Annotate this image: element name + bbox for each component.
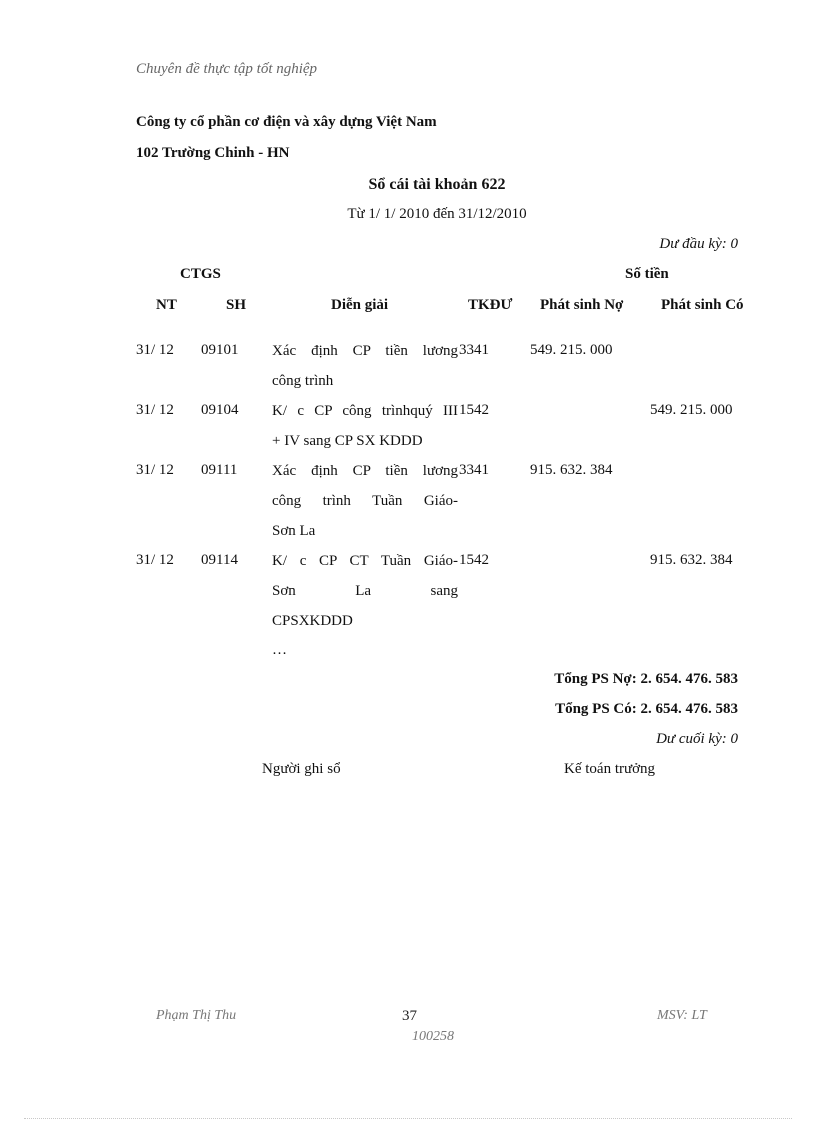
row-date: 31/ 12 xyxy=(136,402,174,418)
description-line: công trình xyxy=(272,373,334,389)
row-account: 1542 xyxy=(459,552,489,568)
running-header: Chuyên đề thực tập tốt nghiệp xyxy=(136,61,318,77)
row-voucher-number: 09114 xyxy=(201,552,238,568)
row-account: 1542 xyxy=(459,402,489,418)
description-line: Xác định CP tiền lương xyxy=(272,343,458,359)
description-line: K/ c CP CT Tuần Giáo- xyxy=(272,553,458,569)
footer-author: Phạm Thị Thu xyxy=(156,1008,237,1023)
ledger-period: Từ 1/ 1/ 2010 đến 31/12/2010 xyxy=(347,206,527,222)
row-voucher-number: 09101 xyxy=(201,342,239,358)
row-voucher-number: 09104 xyxy=(201,402,239,418)
row-date: 31/ 12 xyxy=(136,552,174,568)
row-description xyxy=(272,546,458,636)
description-line: Sơn La sang xyxy=(272,583,458,599)
row-credit: 915. 632. 384 xyxy=(650,552,733,568)
header-dien-giai: Diễn giải xyxy=(331,297,389,313)
row-date: 31/ 12 xyxy=(136,342,174,358)
closing-balance: Dư cuối kỳ: 0 xyxy=(656,731,738,747)
row-voucher-number: 09111 xyxy=(201,462,238,478)
ellipsis: … xyxy=(272,642,287,658)
row-account: 3341 xyxy=(459,342,489,358)
footer-student-id-number: 100258 xyxy=(412,1029,454,1044)
header-phat-sinh-co: Phát sinh Có xyxy=(661,297,744,313)
row-description xyxy=(272,456,458,546)
row-account: 3341 xyxy=(459,462,489,478)
row-description xyxy=(272,336,458,396)
header-so-tien: Số tiền xyxy=(625,266,669,282)
opening-balance: Dư đầu kỳ: 0 xyxy=(659,236,738,252)
total-credit: Tổng PS Có: 2. 654. 476. 583 xyxy=(555,701,738,717)
footer-student-id-label: MSV: LT xyxy=(657,1008,707,1023)
company-address: 102 Trường Chinh - HN xyxy=(136,145,290,161)
description-line: công trình Tuần Giáo- xyxy=(272,493,458,509)
description-line: Sơn La xyxy=(272,523,316,539)
total-debit: Tổng PS Nợ: 2. 654. 476. 583 xyxy=(554,671,738,687)
row-credit: 549. 215. 000 xyxy=(650,402,733,418)
description-line: + IV sang CP SX KDDD xyxy=(272,433,423,449)
description-line: K/ c CP công trìnhquý III xyxy=(272,403,458,419)
header-ctgs: CTGS xyxy=(180,266,221,282)
description-line: CPSXKDDD xyxy=(272,613,353,629)
ledger-title: Sổ cái tài khoản 622 xyxy=(368,176,506,193)
page-bottom-divider xyxy=(24,1118,792,1119)
header-sh: SH xyxy=(226,297,247,313)
row-date: 31/ 12 xyxy=(136,462,174,478)
row-debit: 549. 215. 000 xyxy=(530,342,613,358)
page-number: 37 xyxy=(402,1008,417,1024)
header-nt: NT xyxy=(156,297,177,313)
description-line: Xác định CP tiền lương xyxy=(272,463,458,479)
row-description xyxy=(272,396,458,456)
signature-recorder: Người ghi sổ xyxy=(262,761,341,777)
signature-chief-accountant: Kế toán trưởng xyxy=(564,761,656,777)
header-phat-sinh-no: Phát sinh Nợ xyxy=(540,297,624,313)
header-tkdu: TKĐƯ xyxy=(468,297,513,313)
row-debit: 915. 632. 384 xyxy=(530,462,613,478)
company-name: Công ty cổ phần cơ điện và xây dựng Việt Nam xyxy=(136,114,437,130)
